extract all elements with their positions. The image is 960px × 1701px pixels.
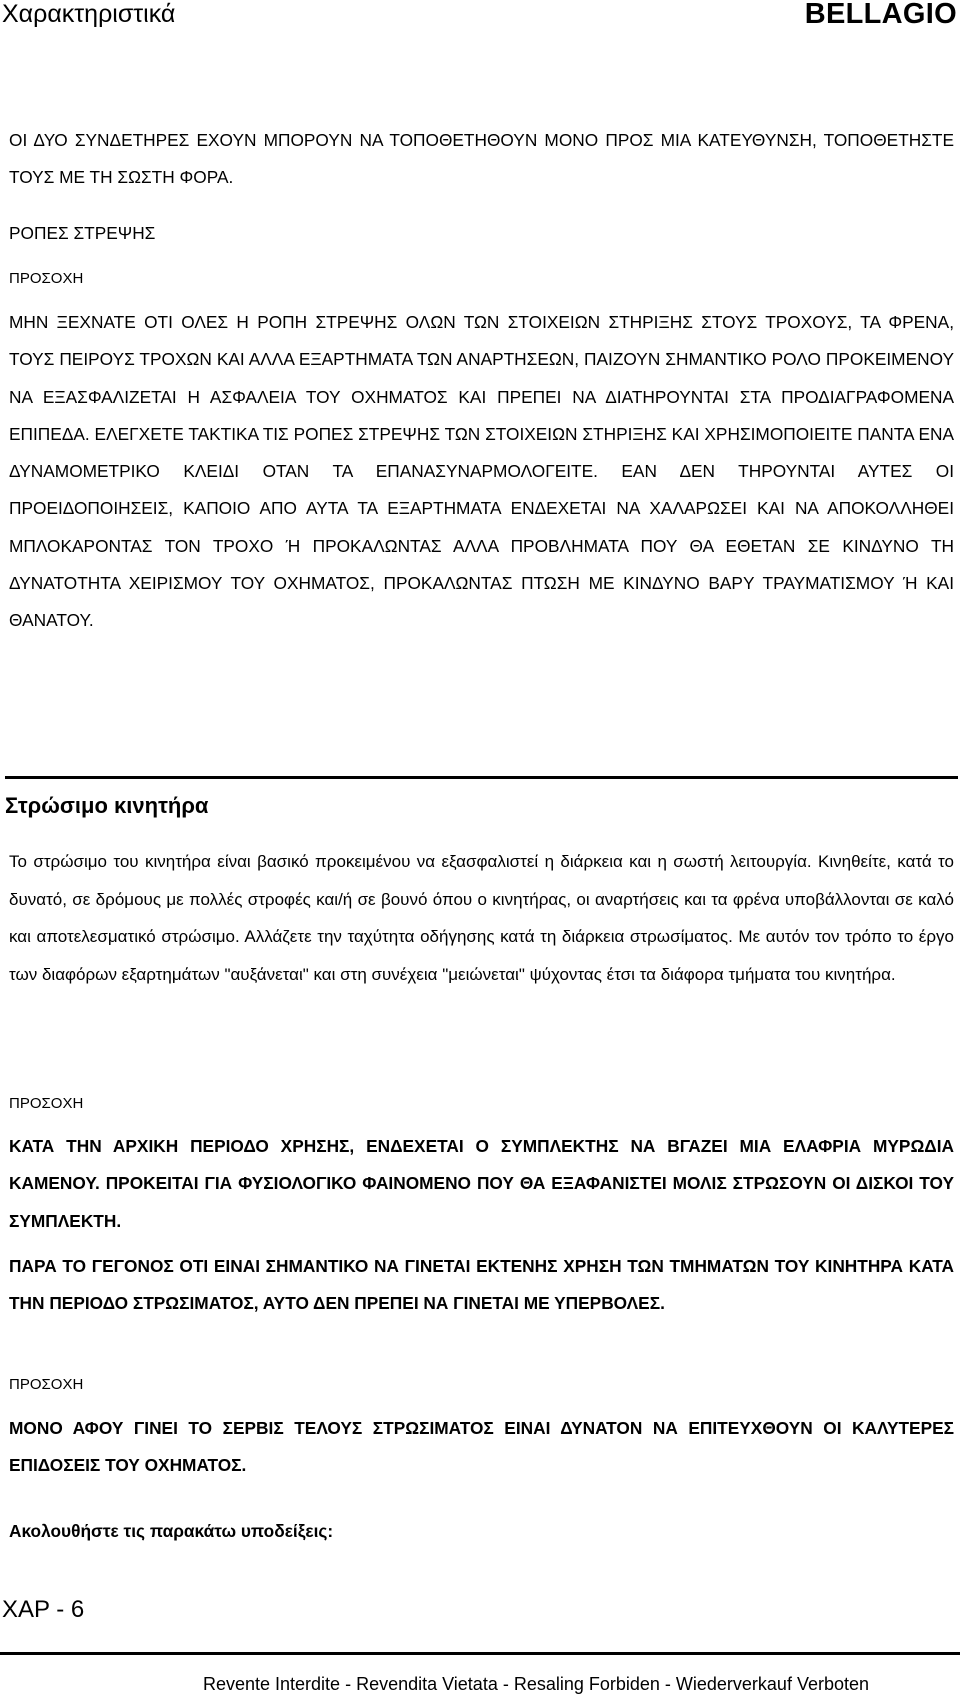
excess-warning: ΠΑΡΑ ΤΟ ΓΕΓΟΝΟΣ ΟΤΙ ΕΙΝΑΙ ΣΗΜΑΝΤΙΚΟ ΝΑ ΓΙΝΕΤΑΙ ΕΚΤΕΝΗΣ ΧΡΗΣΗ ΤΩΝ ΤΜΗΜΑΤΩΝ ΤΟΥ ΚΙΝΗΤΗΡΑ ΚΑΤΑ ΤΗΝ ΠΕΡΙΟΔΟ ΣΤΡΩΣΙΜΑΤΟΣ, ΑΥΤΟ ΔΕΝ ΠΡΕΠΕΙ ΝΑ ΓΙΝΕΤΑΙ ΜΕ ΥΠΕΡΒΟΛΕΣ.	[9, 1256, 954, 1314]
torque-warning: ΜΗΝ ΞΕΧΝΑΤΕ ΟΤΙ ΟΛΕΣ Η ΡΟΠΗ ΣΤΡΕΨΗΣ ΟΛΩΝ ΤΩΝ ΣΤΟΙΧΕΙΩΝ ΣΤΗΡΙΞΗΣ ΣΤΟΥΣ ΤΡΟΧΟΥΣ, ΤΑ ΦΡΕΝΑ, ΤΟΥΣ ΠΕΙΡΟΥΣ ΤΡΟΧΩΝ ΚΑΙ ΑΛΛΑ ΕΞΑΡΤΗΜΑΤΑ ΤΩΝ ΑΝΑΡΤΗΣΕΩΝ, ΠΑΙΖΟΥΝ ΣΗΜΑΝΤΙΚΟ ΡΟΛΟ ΠΡΟΚΕΙΜΕΝΟΥ ΝΑ ΕΞΑΣΦΑΛΙΖΕΤΑΙ Η ΑΣΦΑΛΕΙΑ ΤΟΥ ΟΧΗΜΑΤΟΣ ΚΑΙ ΠΡΕΠΕΙ ΝΑ ΔΙΑΤΗΡΟΥΝΤΑΙ ΣΤΑ ΠΡΟΔΙΑΓΡΑΦΟΜΕΝΑ ΕΠΙΠΕΔΑ. ΕΛΕΓΧΕΤΕ ΤΑΚΤΙΚΑ ΤΙΣ ΡΟΠΕΣ ΣΤΡΕΨΗΣ ΤΩΝ ΣΤΟΙΧΕΙΩΝ ΣΤΗΡΙΞΗΣ ΚΑΙ ΧΡΗΣΙΜΟΠΟΙΕΙΤΕ ΠΑΝΤΑ ΕΝΑ ΔΥΝΑΜΟΜΕΤΡΙΚΟ ΚΛΕΙΔΙ ΟΤΑΝ ΤΑ ΕΠΑΝΑΣΥΝΑΡΜΟΛΟΓΕΙΤΕ. ΕΑΝ ΔΕΝ ΤΗΡΟΥΝΤΑΙ ΑΥΤΕΣ ΟΙ ΠΡΟΕΙΔΟΠΟΙΗΣΕΙΣ, ΚΑΠΟΙΟ ΑΠΟ ΑΥΤΑ ΤΑ ΕΞΑΡΤΗΜΑΤΑ ΕΝΔΕΧΕΤΑΙ ΝΑ ΧΑΛΑΡΩΣΕΙ ΚΑΙ ΝΑ ΑΠΟΚΟΛΛΗΘΕΙ ΜΠΛΟΚΑΡΟΝΤΑΣ ΤΟΝ ΤΡΟΧΟ Ή ΠΡΟΚΑΛΩΝΤΑΣ ΑΛΛΑ ΠΡΟΒΛΗΜΑΤΑ ΠΟΥ ΘΑ ΕΘΕΤΑΝ ΣΕ ΚΙΝΔΥΝΟ ΤΗ ΔΥΝΑΤΟΤΗΤΑ ΧΕΙΡΙΣΜΟΥ ΤΟΥ ΟΧΗΜΑΤΟΣ, ΠΡΟΚΑΛΩΝΤΑΣ ΠΤΩΣΗ ΜΕ ΚΙΝΔΥΝΟ ΒΑΡΥ ΤΡΑΥΜΑΤΙΣΜΟΥ Ή ΚΑΙ ΘΑΝΑΤΟΥ.	[9, 312, 954, 631]
caution-label: ΠΡΟΣΟΧΗ	[9, 270, 84, 287]
follow-instructions: Ακολουθήστε τις παρακάτω υποδείξεις:	[9, 1521, 334, 1541]
page-number: ΧΑΡ - 6	[2, 1596, 85, 1623]
section-divider	[5, 776, 958, 779]
torque-heading: ΡΟΠΕΣ ΣΤΡΕΨΗΣ	[9, 223, 156, 243]
service-warning: ΜΟΝΟ ΑΦΟΥ ΓΙΝΕΙ ΤΟ ΣΕΡΒΙΣ ΤΕΛΟΥΣ ΣΤΡΩΣΙΜΑΤΟΣ ΕΙΝΑΙ ΔΥΝΑΤΟΝ ΝΑ ΕΠΙΤΕΥΧΘΟΥΝ ΟΙ ΚΑΛΥΤΕΡΕΣ ΕΠΙΔΟΣΕΙΣ ΤΟΥ ΟΧΗΜΑΤΟΣ.	[9, 1418, 954, 1476]
caution-label: ΠΡΟΣΟΧΗ	[9, 1376, 84, 1393]
clutch-warning: ΚΑΤΑ ΤΗΝ ΑΡΧΙΚΗ ΠΕΡΙΟΔΟ ΧΡΗΣΗΣ, ΕΝΔΕΧΕΤΑΙ Ο ΣΥΜΠΛΕΚΤΗΣ ΝΑ ΒΓΑΖΕΙ ΜΙΑ ΕΛΑΦΡΙΑ ΜΥΡΩΔΙΑ ΚΑΜΕΝΟΥ. ΠΡΟΚΕΙΤΑΙ ΓΙΑ ΦΥΣΙΟΛΟΓΙΚΟ ΦΑΙΝΟΜΕΝΟ ΠΟΥ ΘΑ ΕΞΑΦΑΝΙΣΤΕΙ ΜΟΛΙΣ ΣΤΡΩΣΟΥΝ ΟΙ ΔΙΣΚΟΙ ΤΟΥ ΣΥΜΠΛΕΚΤΗ.	[9, 1136, 954, 1231]
legal-notice-text: Revente Interdite - Revendita Vietata - Resaling Forbiden - Wiederverkauf Verboten	[202, 1674, 870, 1694]
section-title: Στρώσιμο κινητήρα	[5, 793, 209, 818]
caution-label: ΠΡΟΣΟΧΗ	[9, 1095, 84, 1112]
legal-notice	[0, 1674, 960, 1695]
orientation-note: ΟΙ ΔΥΟ ΣΥΝΔΕΤΗΡΕΣ ΕΧΟΥΝ ΜΠΟΡΟΥΝ ΝΑ ΤΟΠΟΘΕΤΗΘΟΥΝ ΜΟΝΟ ΠΡΟΣ ΜΙΑ ΚΑΤΕΥΘΥΝΣΗ, ΤΟΠΟΘΕΤΗΣΤΕ ΤΟΥΣ ΜΕ ΤΗ ΣΩΣΤΗ ΦΟΡΑ.	[9, 130, 954, 188]
footer-divider	[0, 1652, 960, 1655]
breakin-paragraph: Το στρώσιμο του κινητήρα είναι βασικό προκειμένου να εξασφαλιστεί η διάρκεια και η σωστή λειτουργία. Κινηθείτε, κατά το δυνατό, σε δρόμους με πολλές στροφές και/ή σε βουνό όπου ο κινητήρας, οι αναρτήσεις και τα φρένα υποβάλλονται σε καλό και αποτελεσματικό στρώσιμο. Αλλάζετε την ταχύτητα οδήγησης κατά τη διάρκεια στρωσίματος. Με αυτόν τον τρόπο το έργο των διαφόρων εξαρτημάτων "αυξάνεται" και στη συνέχεια "μειώνεται" ψύχοντας έτσι τα διάφορα τμήματα του κινητήρα.	[9, 852, 954, 984]
page-header	[0, 0, 960, 40]
brand-name: BELLAGIO	[804, 0, 957, 30]
section-name: Χαρακτηριστικά	[2, 0, 176, 28]
